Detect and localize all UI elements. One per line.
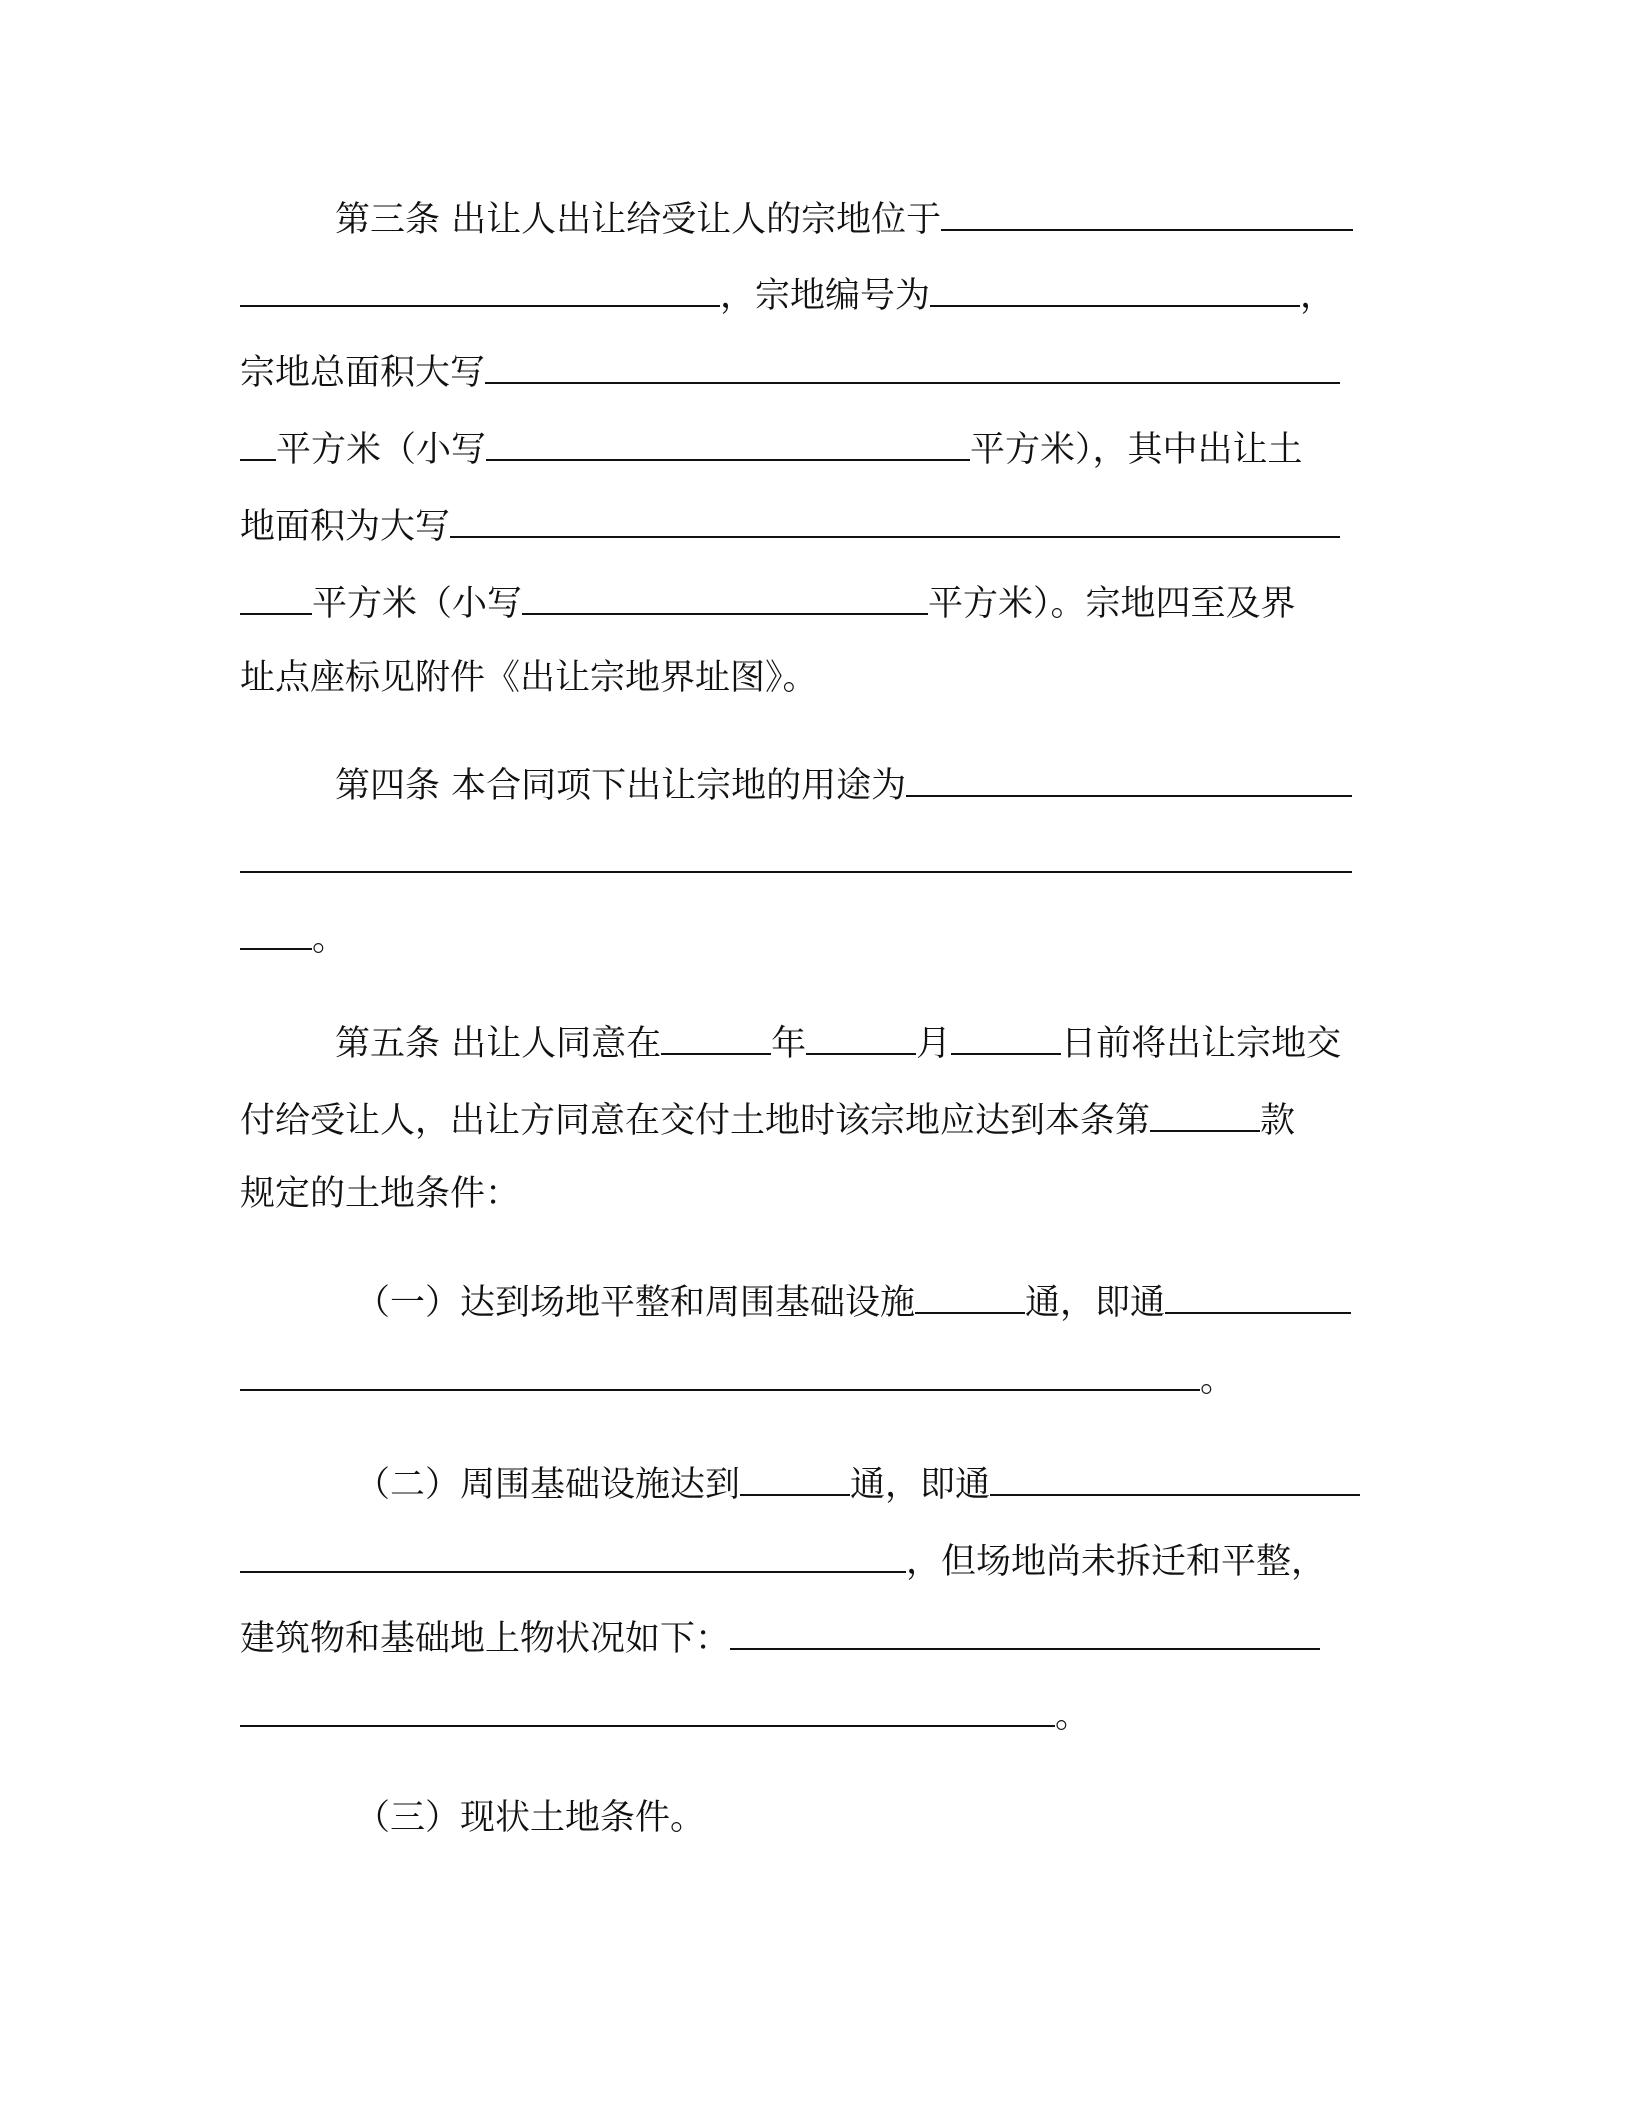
sqm-transfer-label: 平方米），其中出让土 [970, 430, 1303, 470]
demolition-text: ，但场地尚未拆迁和平整， [906, 1542, 1327, 1582]
sqm-lower-label: 平方米（小写 [276, 430, 487, 470]
article4-text: 第四条 本合同项下出让宗地的用途为 [335, 766, 907, 806]
item3-text: （三）现状土地条件。 [355, 1798, 706, 1838]
day-label: 日前将出让宗地交 [1061, 1024, 1342, 1064]
blank-land-use [906, 753, 1352, 797]
period: 。 [1055, 1696, 1091, 1736]
article4-line2 [240, 829, 1390, 889]
clause-label: 款 [1260, 1101, 1296, 1141]
article5-line1 [335, 1011, 1485, 1071]
item2-line3 [240, 1606, 1390, 1666]
blank-short [240, 906, 312, 950]
blank-infra-list [990, 1452, 1360, 1496]
boundary-label: 平方米）。宗地四至及界 [928, 584, 1296, 624]
blank-infra-list-cont [240, 1347, 1200, 1391]
year-label: 年 [771, 1024, 807, 1064]
blank-short [240, 571, 312, 615]
article3-line1 [335, 187, 1485, 247]
infra-label: 通，即通 [1025, 1283, 1166, 1323]
item1-line2 [240, 1347, 1390, 1407]
item1-text: （一）达到场地平整和周围基础设施 [355, 1283, 916, 1323]
sqm-lower-label: 平方米（小写 [312, 584, 523, 624]
blank-buildings [730, 1606, 1320, 1650]
blank-transfer-area-lower [522, 571, 928, 615]
article3-line2 [240, 263, 1390, 323]
period: 。 [1200, 1360, 1236, 1400]
article3-line3 [240, 340, 1390, 400]
article3-line6 [240, 571, 1390, 631]
blank-location [941, 187, 1353, 231]
blank-day [951, 1011, 1061, 1055]
comma: ， [1300, 276, 1336, 316]
total-area-label: 宗地总面积大写 [240, 353, 486, 393]
blank-total-area-lower [486, 417, 970, 461]
article3-text: 第三条 出让人出让给受让人的宗地位于 [335, 200, 942, 240]
article5-line2 [240, 1088, 1390, 1148]
blank-month [806, 1011, 916, 1055]
item2-text: （二）周围基础设施达到 [355, 1465, 741, 1505]
blank-clause [1150, 1088, 1260, 1132]
infra-label: 通，即通 [850, 1465, 991, 1505]
blank-infra-list-cont [240, 1529, 906, 1573]
article4-line1 [335, 753, 1485, 813]
item2-line2 [240, 1529, 1390, 1589]
item1-line1 [355, 1270, 1505, 1330]
month-label: 月 [916, 1024, 952, 1064]
blank-infra-list [1165, 1270, 1351, 1314]
blank-year [661, 1011, 771, 1055]
period: 。 [312, 919, 348, 959]
blank-buildings-cont [240, 1683, 1055, 1727]
article3-line5 [240, 494, 1390, 554]
item2-line4 [240, 1683, 1390, 1743]
article5-text: 第五条 出让人同意在 [335, 1024, 662, 1064]
blank-transfer-area-upper [450, 494, 1340, 538]
blank-location-cont [240, 263, 720, 307]
blank-parcel-number [930, 263, 1300, 307]
blank-land-use-cont [240, 829, 1352, 873]
transfer-area-label: 地面积为大写 [240, 507, 451, 547]
blank-infra-count [740, 1452, 850, 1496]
article3-line7 [240, 648, 1390, 708]
buildings-text: 建筑物和基础地上物状况如下： [240, 1619, 731, 1659]
blank-short [240, 417, 276, 461]
parcel-number-label: ，宗地编号为 [720, 276, 931, 316]
item2-line1 [355, 1452, 1505, 1512]
article4-line3 [240, 906, 1390, 966]
conditions-text: 规定的土地条件： [240, 1174, 521, 1214]
article5-line3 [240, 1164, 1390, 1224]
item3-line1 [355, 1788, 1505, 1848]
delivery-text: 付给受让人，出让方同意在交付土地时该宗地应达到本条第 [240, 1101, 1151, 1141]
blank-total-area-upper [485, 340, 1340, 384]
boundary-text: 址点座标见附件《出让宗地界址图》。 [240, 658, 818, 698]
article3-line4 [240, 417, 1390, 477]
blank-infra-count [915, 1270, 1025, 1314]
